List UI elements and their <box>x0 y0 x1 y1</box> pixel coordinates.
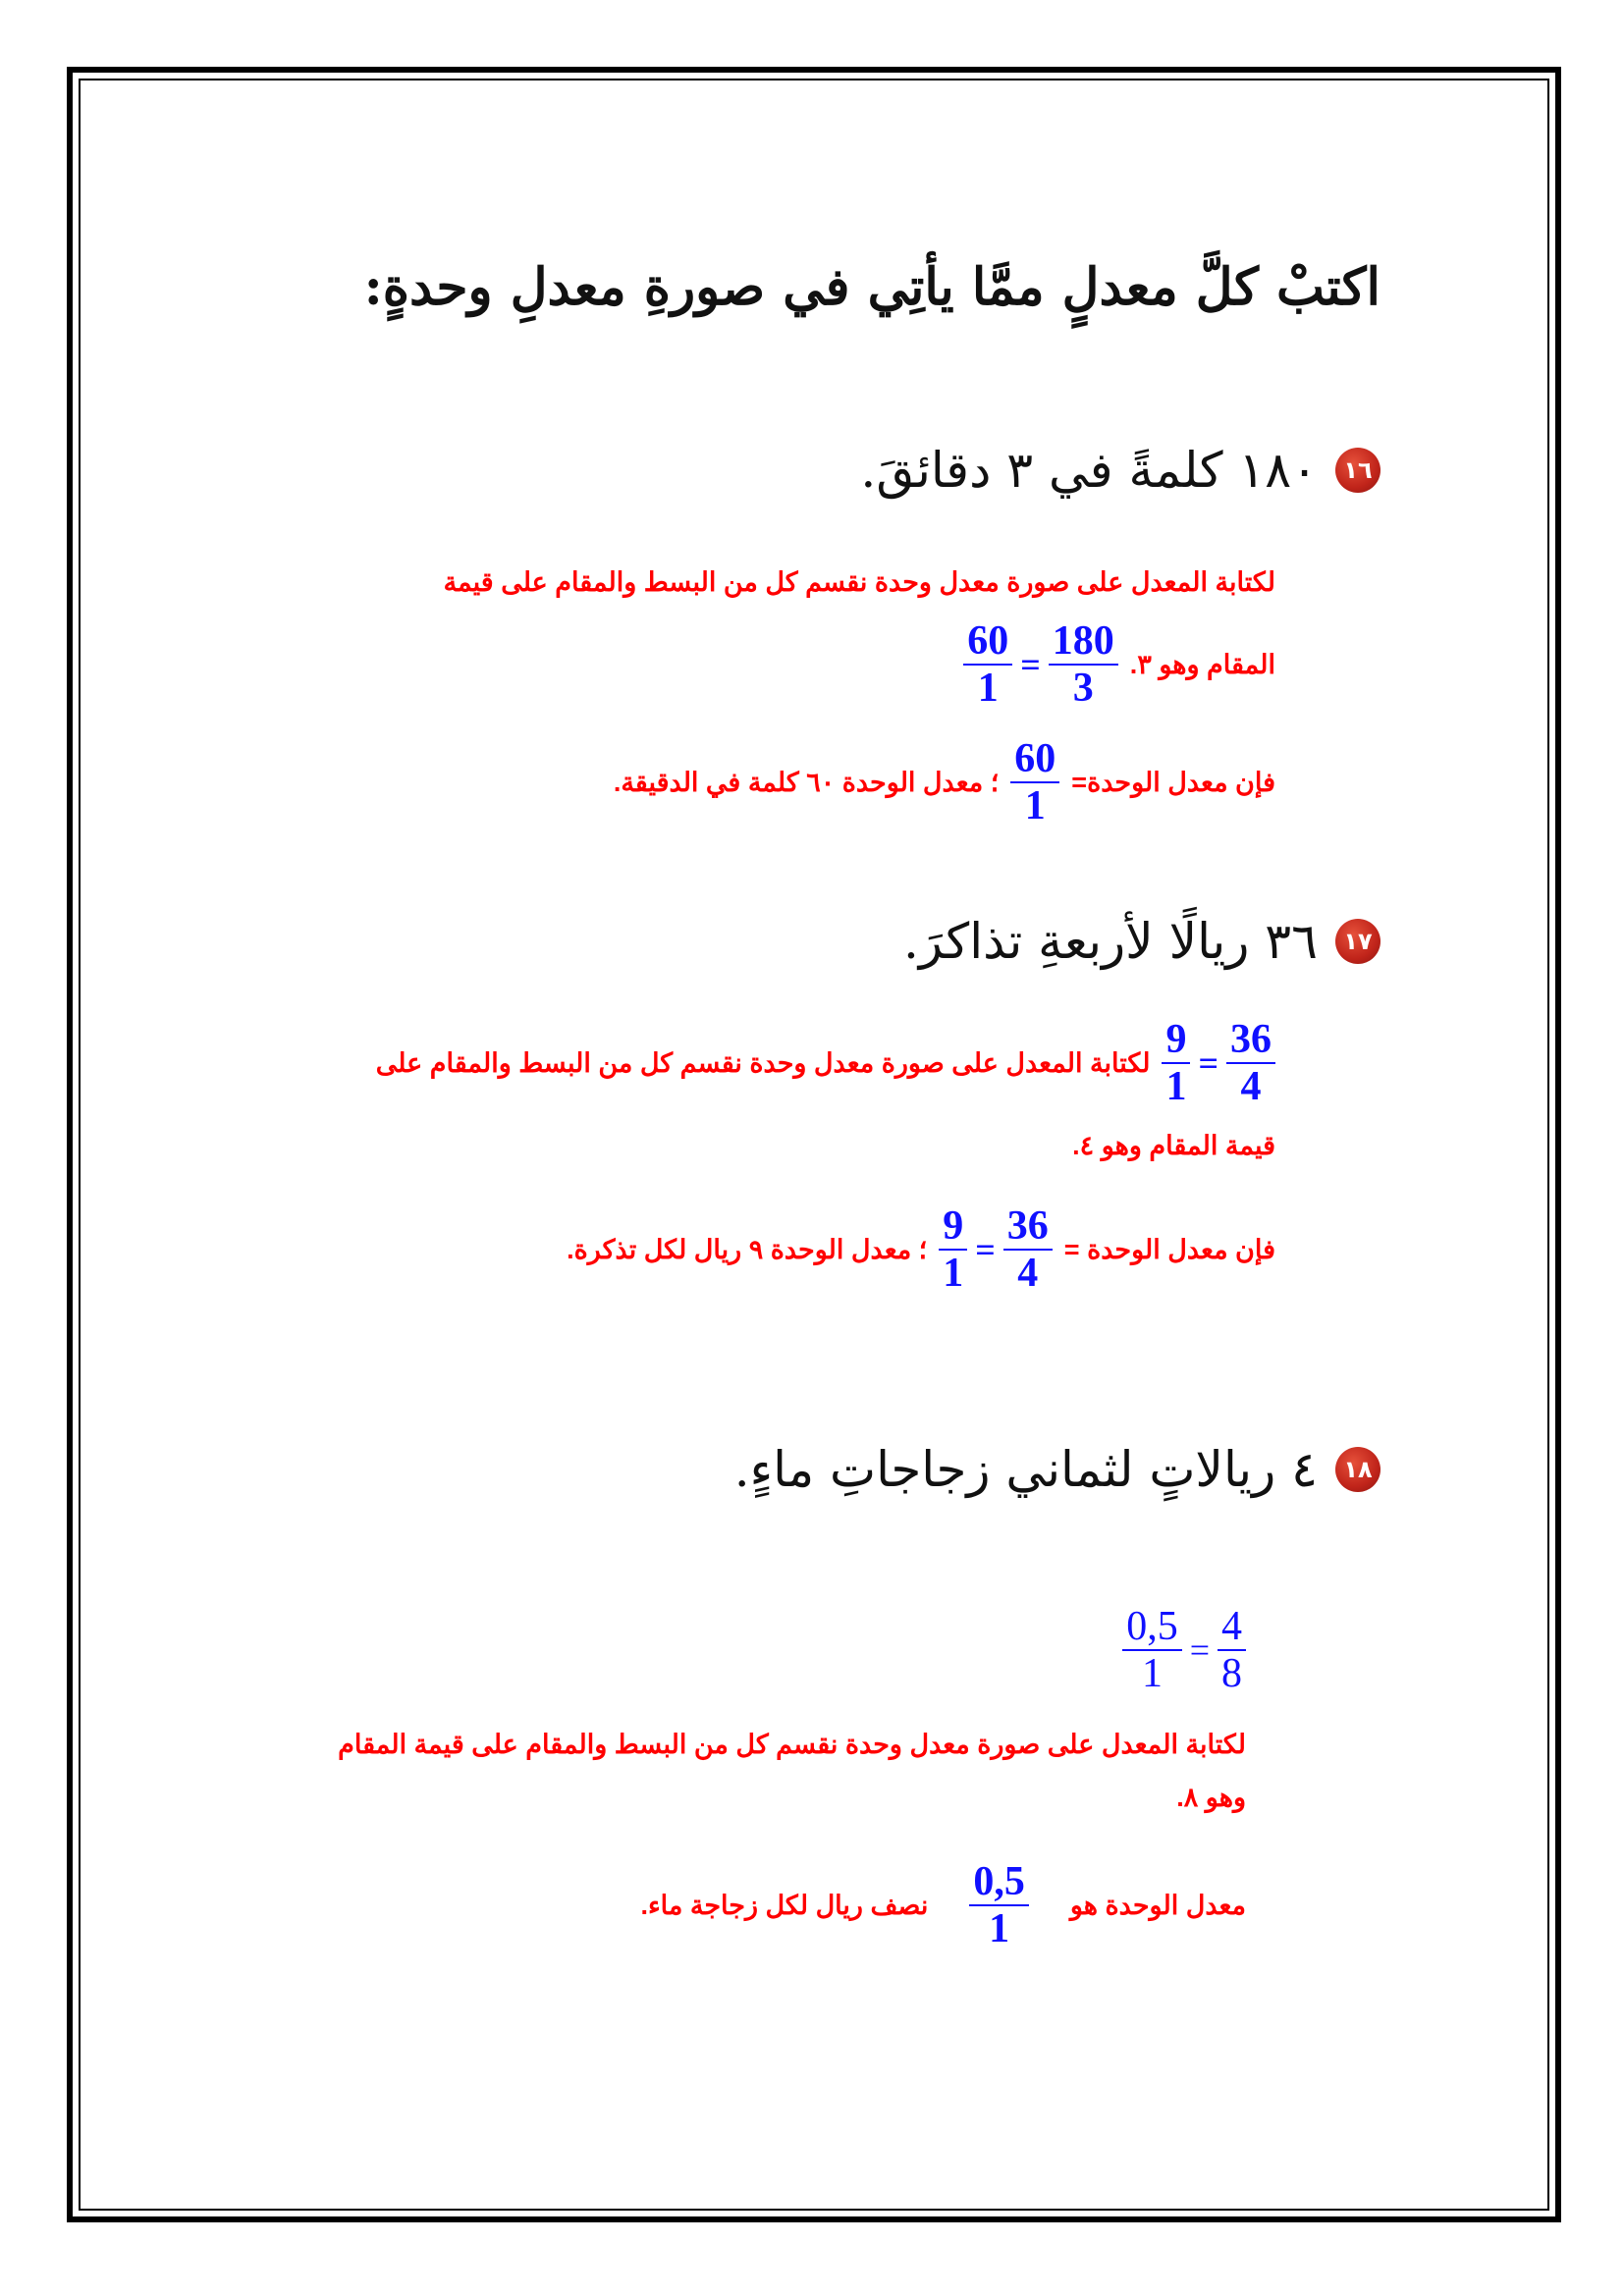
equation-16 <box>963 620 1118 709</box>
result-fraction: $\frac{60}{1}$ <box>1010 738 1059 827</box>
fraction-right: $\frac{9}{1}$ <box>1162 1019 1190 1107</box>
explanation-18-line2: وهو ٨. <box>1176 1783 1246 1812</box>
explanation-text: لكتابة المعدل على صورة معدل وحدة نقسم كل من البسط والمقام على <box>375 1047 1151 1078</box>
explanation-17-line2: قيمة المقام وهو ٤. <box>1072 1131 1275 1160</box>
equals-sign: = <box>1020 645 1041 684</box>
exercise-heading: اكتبْ كلَّ معدلٍ ممَّا يأتِي في صورةِ معدلِ وحدةٍ: <box>363 257 1380 317</box>
result-prefix: فإن معدل الوحدة = <box>1063 1234 1275 1264</box>
explanation-18-line1: لكتابة المعدل على صورة معدل وحدة نقسم كل من البسط والمقام على قيمة المقام <box>338 1730 1246 1759</box>
equals-sign: = <box>1198 1043 1218 1083</box>
problem-18 <box>734 1441 1380 1498</box>
result-equation: $\frac{9}{1}$ = $\frac{36}{4}$ <box>939 1205 1053 1294</box>
problem-number-badge: ١٧ <box>1335 919 1380 964</box>
result-prefix: فإن معدل الوحدة= <box>1071 767 1275 797</box>
problem-number-badge: ١٦ <box>1335 448 1380 493</box>
problem-statement: ٤ ريالاتٍ لثماني زجاجاتِ ماءٍ. <box>733 1441 1318 1498</box>
explanation-text: المقام وهو ٣. <box>1129 649 1275 679</box>
equation-17 <box>1162 1019 1275 1107</box>
problem-statement: ١٨٠ كلمةً في ٣ دقائقَ. <box>860 442 1318 499</box>
result-18 <box>640 1861 1246 1949</box>
fraction-left: $\frac{4}{8}$ <box>1218 1606 1246 1694</box>
result-prefix: معدل الوحدة هو <box>1069 1890 1246 1920</box>
problem-statement: ٣٦ ريالًا لأربعةِ تذاكرَ. <box>902 913 1318 970</box>
problem-17 <box>903 913 1380 970</box>
problem-16 <box>860 442 1380 499</box>
result-fraction: $\frac{0,5}{1}$ <box>969 1861 1029 1949</box>
fraction-right: $\frac{60}{1}$ <box>963 620 1012 709</box>
result-suffix: ؛ معدل الوحدة ٩ ريال لكل تذكرة. <box>567 1234 928 1264</box>
result-suffix: نصف ريال لكل زجاجة ماء. <box>640 1890 929 1920</box>
equals-sign: = <box>975 1230 996 1269</box>
fraction-left: $\frac{180}{3}$ <box>1049 620 1118 709</box>
problem-number-badge: ١٨ <box>1335 1447 1380 1492</box>
result-17 <box>567 1205 1275 1294</box>
explanation-16-line1: لكتابة المعدل على صورة معدل وحدة نقسم كل من البسط والمقام على قيمة <box>443 567 1275 597</box>
result-16 <box>614 738 1275 827</box>
fraction-left: $\frac{36}{4}$ <box>1226 1019 1275 1107</box>
result-suffix: ؛ معدل الوحدة ٦٠ كلمة في الدقيقة. <box>613 767 1000 797</box>
equals-sign: = <box>1189 1630 1210 1670</box>
explanation-17-line1 <box>376 1019 1275 1107</box>
explanation-16-line2 <box>963 620 1275 709</box>
fraction-right: $\frac{0,5}{1}$ <box>1122 1606 1182 1694</box>
equation-18 <box>1122 1606 1246 1694</box>
